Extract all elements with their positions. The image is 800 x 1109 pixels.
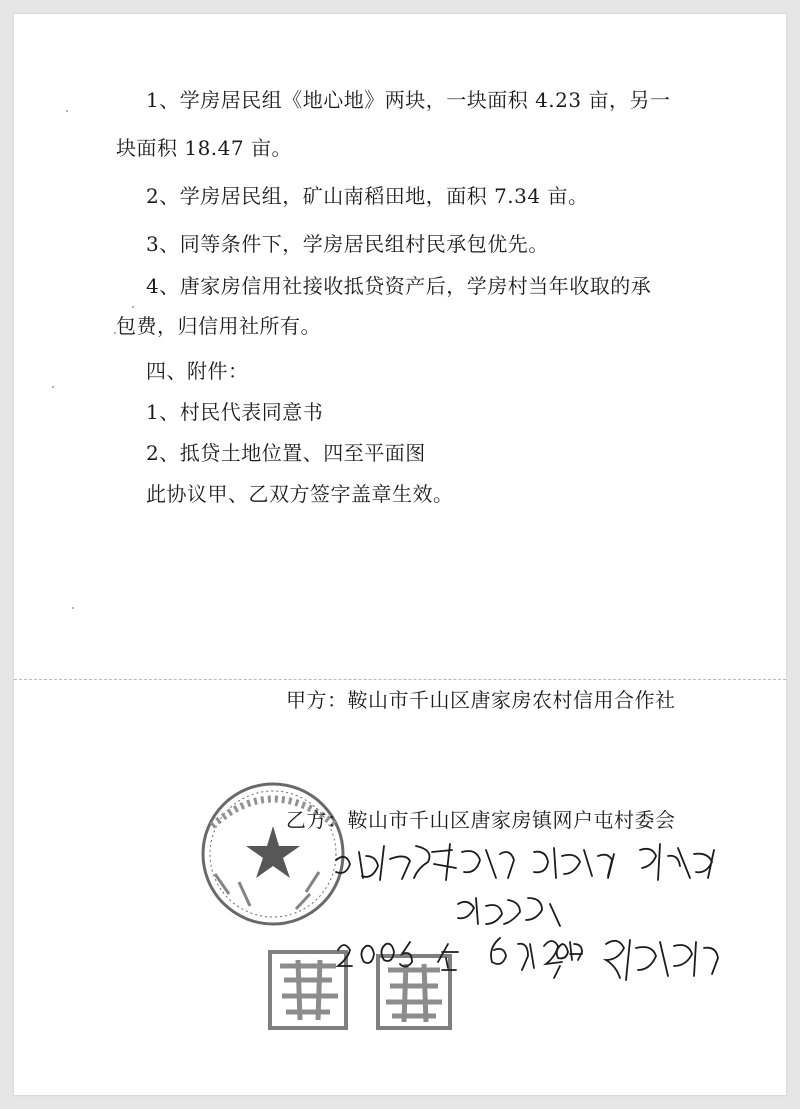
document-page <box>14 14 786 1095</box>
effective-clause: 此协议甲、乙双方签字盖章生效。 <box>146 482 454 506</box>
clause-2: 2、学房居民组，矿山南稻田地，面积 7.34 亩。 <box>146 184 589 208</box>
speck <box>52 386 54 388</box>
speck <box>132 306 134 308</box>
clause-3: 3、同等条件下，学房居民组村民承包优先。 <box>146 232 549 256</box>
party-a-line: 甲方：鞍山市千山区唐家房农村信用合作社 <box>286 688 676 712</box>
clause-4-line-1: 4、唐家房信用社接收抵贷资产后，学房村当年收取的承 <box>146 274 652 298</box>
clause-1-line-2: 块面积 18.47 亩。 <box>116 136 292 160</box>
attachment-2: 2、抵贷土地位置、四至平面图 <box>146 441 426 465</box>
clause-1-line-1: 1、学房居民组《地心地》两块，一块面积 4.23 亩，另一 <box>146 88 671 112</box>
handwriting-text <box>14 14 15 15</box>
section-attachments-heading: 四、附件： <box>146 359 249 383</box>
speck <box>72 607 74 609</box>
attachment-1: 1、村民代表同意书 <box>146 400 324 424</box>
handwritten-signatures <box>14 14 786 1095</box>
clause-4-line-2: 包费，归信用社所有。 <box>116 314 321 338</box>
speck <box>66 110 68 112</box>
speck <box>114 332 116 334</box>
party-b-line: 乙方：鞍山市千山区唐家房镇网户屯村委会 <box>286 808 676 832</box>
